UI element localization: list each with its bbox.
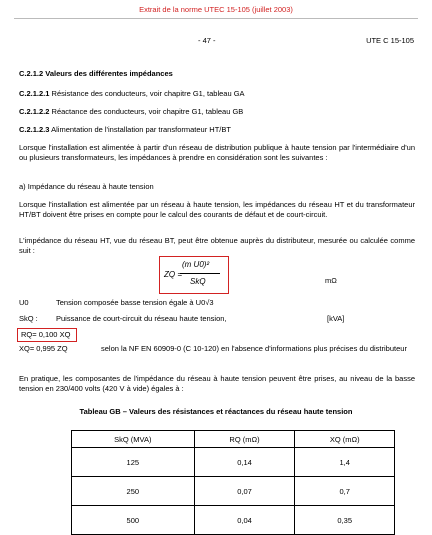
- definition-symbol: SkQ :: [19, 314, 38, 323]
- table-row: [72, 448, 395, 477]
- section-title: C.2.1.2 Valeurs des différentes impédances: [19, 69, 173, 78]
- paragraph-intro: Lorsque l'installation est alimentée à partir d'un réseau de distribution publique à haute tension par l'intermédiaire d'un ou plusieurs transformateurs, les impédances à prendre en considération sont les suivantes :: [19, 143, 415, 162]
- formula-denominator: SkQ: [190, 277, 206, 286]
- table-header-cell: XQ (mΩ): [295, 431, 395, 448]
- table-cell: 500: [72, 506, 195, 535]
- hv-network-table: [71, 430, 395, 535]
- subsection-2-number: C.2.1.2.2: [19, 107, 50, 116]
- table-row: [72, 506, 395, 535]
- table-cell: 1,4: [295, 448, 395, 477]
- standard-reference: UTE C 15-105: [366, 36, 414, 45]
- table-cell: 0,7: [295, 477, 395, 506]
- definition-text: Tension composée basse tension égale à U0√3: [56, 298, 214, 307]
- formula-fraction-bar: [180, 273, 220, 274]
- page-number: - 47 -: [198, 36, 216, 45]
- subsection-1: [19, 89, 245, 99]
- reactance-relation-note: selon la NF EN 60909-0 (C 10-120) en l'absence d'informations plus précises du distributeur: [101, 344, 407, 353]
- paragraph-practice: En pratique, les composantes de l'impédance du réseau à haute tension peuvent être prises, au niveau de la basse tension en 230/400 volts (420 V à vide) égales à :: [19, 374, 415, 393]
- resistance-relation-box: [17, 328, 77, 342]
- paragraph-item-a: a) Impédance du réseau à haute tension: [19, 182, 154, 191]
- formula-numerator: (m U0)²: [182, 260, 210, 269]
- table-title: Tableau GB – Valeurs des résistances et réactances du réseau haute tension: [79, 407, 353, 416]
- impedance-formula-box: [159, 256, 229, 294]
- table-header-row: [72, 431, 395, 448]
- table-header-cell: SkQ (MVA): [72, 431, 195, 448]
- header-divider: [14, 18, 418, 19]
- definition-symbol: U0: [19, 298, 29, 307]
- table-cell: 0,04: [194, 506, 295, 535]
- table-row: [72, 477, 395, 506]
- paragraph-impedance: L'impédance du réseau HT, vue du réseau BT, peut être obtenue auprès du distributeur, mesurée ou calculée comme suit :: [19, 236, 415, 255]
- formula-lhs: ZQ =: [164, 270, 183, 279]
- subsection-3-number: C.2.1.2.3: [19, 125, 50, 134]
- table-header-cell: RQ (mΩ): [194, 431, 295, 448]
- subsection-1-number: C.2.1.2.1: [19, 89, 50, 98]
- definition-unit: [kVA]: [327, 314, 345, 323]
- red-excerpt-note: Extrait de la norme UTEC 15-105 (juillet 2003): [139, 5, 293, 14]
- formula-unit: mΩ: [325, 276, 337, 285]
- resistance-relation: RQ= 0,100 XQ: [21, 330, 71, 339]
- subsection-2-text: Réactance des conducteurs, voir chapitre G1, tableau GB: [51, 107, 244, 116]
- table-cell: 0,35: [295, 506, 395, 535]
- table-cell: 0,07: [194, 477, 295, 506]
- subsection-1-text: Résistance des conducteurs, voir chapitre G1, tableau GA: [51, 89, 245, 98]
- paragraph-hv-network: Lorsque l'installation est alimentée par un réseau à haute tension, les impédances du réseau HT et du transformateur HT/BT doivent être prises en compte pour le calcul des courants de défaut et de court-circuit.: [19, 200, 415, 219]
- reactance-relation: XQ= 0,995 ZQ: [19, 344, 68, 353]
- table-cell: 0,14: [194, 448, 295, 477]
- table-cell: 250: [72, 477, 195, 506]
- subsection-3: [19, 125, 231, 135]
- subsection-2: [19, 107, 243, 117]
- definition-text: Puissance de court-circuit du réseau haute tension,: [56, 314, 227, 323]
- subsection-3-text: Alimentation de l'installation par transformateur HT/BT: [51, 125, 231, 134]
- table-cell: 125: [72, 448, 195, 477]
